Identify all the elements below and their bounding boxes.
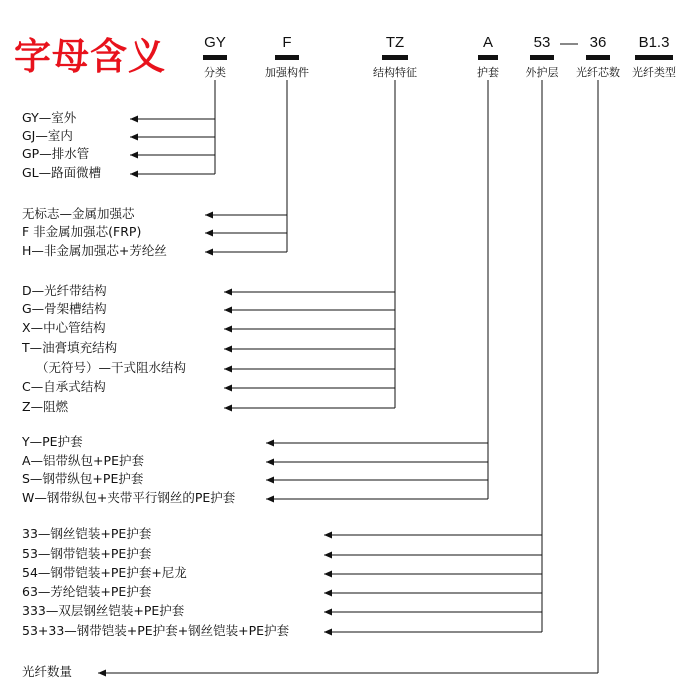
arrowhead [324, 571, 332, 578]
item-53: 53—钢带铠装+PE护套 [22, 546, 152, 561]
arrowhead [130, 152, 138, 159]
arrowhead [324, 609, 332, 616]
arrowhead [266, 477, 274, 484]
arrowhead [205, 212, 213, 219]
arrowhead [324, 532, 332, 539]
item-54: 54—钢带铠装+PE护套+尼龙 [22, 565, 187, 580]
caption-fiber-type: 光纤类型 [632, 66, 676, 79]
item-gy: GY—室外 [22, 110, 77, 125]
caption-fiber-count: 光纤芯数 [576, 66, 620, 79]
code-53: 53 [533, 34, 551, 51]
item-fiber-count: 光纤数量 [22, 664, 73, 679]
item-c: C—自承式结构 [22, 379, 106, 394]
arrowhead [205, 249, 213, 256]
arrowhead [324, 629, 332, 636]
arrowhead [224, 385, 232, 392]
code-tz: TZ [385, 34, 405, 51]
code-36: 36 [589, 34, 607, 51]
item-dry: （无符号）—干式阻水结构 [36, 360, 187, 375]
item-gp: GP—排水管 [22, 146, 90, 161]
item-x: X—中心管结构 [22, 320, 106, 335]
code-b13: B1.3 [638, 34, 670, 51]
arrowhead [266, 459, 274, 466]
item-d: D—光纤带结构 [22, 283, 107, 298]
arrowhead [266, 496, 274, 503]
page-title: 字母含义 [14, 35, 166, 78]
arrowhead [224, 307, 232, 314]
item-y-sheath: Y—PE护套 [22, 434, 83, 449]
item-333: 333—双层钢丝铠装+PE护套 [22, 603, 185, 618]
arrowhead [130, 171, 138, 178]
arrowhead [224, 405, 232, 412]
arrowhead [224, 326, 232, 333]
item-metal-core: 无标志—金属加强芯 [22, 206, 135, 221]
item-g: G—骨架槽结构 [22, 301, 107, 316]
code-a: A [482, 34, 493, 51]
item-frp-core: F 非金属加强芯(FRP) [22, 224, 142, 239]
item-gj: GJ—室内 [22, 128, 73, 143]
item-33: 33—钢丝铠装+PE护套 [22, 526, 152, 541]
code-f: F [282, 34, 292, 51]
caption-structure: 结构特征 [373, 66, 417, 79]
item-63: 63—芳纶铠装+PE护套 [22, 584, 152, 599]
item-a-sheath: A—铝带纵包+PE护套 [22, 453, 144, 468]
item-w-sheath: W—钢带纵包+夹带平行钢丝的PE护套 [22, 490, 236, 505]
item-aramid-core: H—非金属加强芯+芳纶丝 [22, 243, 167, 258]
arrowhead [98, 670, 106, 677]
caption-strength-member: 加强构件 [265, 66, 309, 79]
item-gl: GL—路面微槽 [22, 165, 102, 180]
caption-outer-layer: 外护层 [525, 66, 559, 79]
arrowhead [224, 289, 232, 296]
item-z: Z—阻燃 [22, 399, 69, 414]
arrowhead [224, 346, 232, 353]
item-53-33: 53+33—钢带铠装+PE护套+钢丝铠装+PE护套 [22, 623, 290, 638]
arrowhead [324, 552, 332, 559]
arrowhead [266, 440, 274, 447]
caption-classification: 分类 [204, 66, 226, 79]
arrowhead [324, 590, 332, 597]
arrowhead [130, 116, 138, 123]
arrowhead [205, 230, 213, 237]
code-gy: GY [204, 34, 226, 51]
item-s-sheath: S—钢带纵包+PE护套 [22, 471, 144, 486]
item-t: T—油膏填充结构 [22, 340, 118, 355]
arrowhead [130, 134, 138, 141]
arrowhead [224, 366, 232, 373]
caption-sheath: 护套 [477, 66, 499, 79]
